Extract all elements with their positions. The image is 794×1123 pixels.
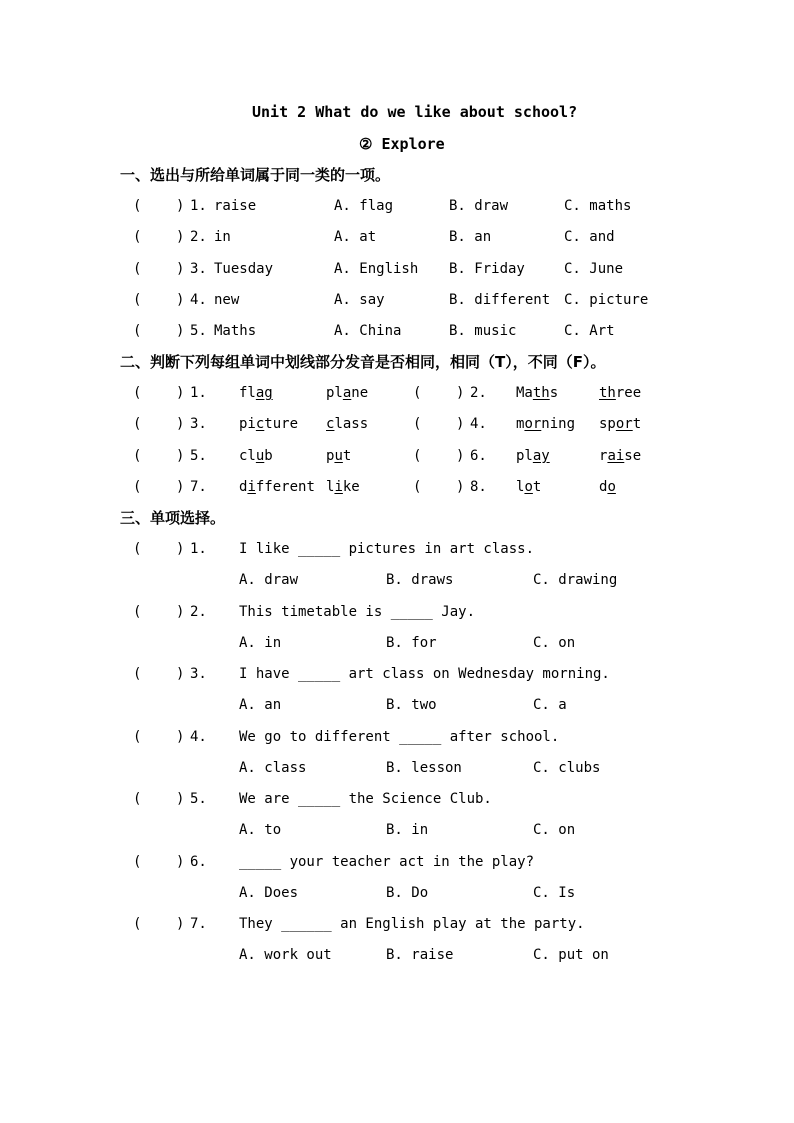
answer-bracket-open[interactable]: ( [133, 416, 142, 433]
answer-bracket-open[interactable]: ( [133, 603, 142, 620]
answer-bracket-close: ) [176, 260, 185, 277]
answer-bracket-open[interactable]: ( [133, 853, 142, 870]
question-text: They ______ an English play at the party. [239, 916, 585, 932]
word-1: play [516, 447, 550, 464]
answer-bracket-close: ) [176, 541, 185, 557]
question-text: I have _____ art class on Wednesday morning. [239, 666, 610, 682]
answer-bracket-open[interactable]: ( [133, 478, 142, 495]
option-a[interactable]: A. in [239, 634, 282, 651]
option-b[interactable]: B. music [449, 323, 517, 340]
underlined-part: i [247, 478, 256, 495]
option-c[interactable]: C. clubs [533, 759, 601, 776]
option-a[interactable]: A. class [239, 759, 307, 776]
underlined-part: or [615, 416, 633, 433]
option-c[interactable]: C. Art [564, 323, 615, 340]
answer-bracket-close: ) [176, 291, 185, 308]
given-word: Tuesday [214, 260, 274, 277]
answer-bracket-close: ) [456, 385, 465, 401]
question-number: 5. [190, 791, 207, 807]
option-b[interactable]: B. lesson [386, 759, 462, 776]
underlined-part: u [255, 447, 265, 464]
word-2: plane [326, 385, 369, 401]
answer-bracket-close: ) [176, 478, 185, 495]
word-1: morning [516, 416, 576, 433]
option-a[interactable]: A. English [334, 260, 419, 277]
question-number: 6. [470, 447, 487, 464]
underlined-part: u [334, 447, 343, 464]
answer-bracket-open[interactable]: ( [133, 447, 142, 464]
option-c[interactable]: C. on [533, 822, 576, 839]
answer-bracket-open[interactable]: ( [413, 478, 422, 495]
underlined-part: o [607, 478, 616, 495]
option-b[interactable]: B. draw [449, 198, 509, 214]
underlined-part: or [524, 416, 542, 433]
option-c[interactable]: C. Is [533, 884, 576, 901]
given-word: raise [214, 198, 257, 214]
answer-bracket-close: ) [176, 603, 185, 620]
option-a[interactable]: A. at [334, 229, 377, 246]
answer-bracket-open[interactable]: ( [413, 416, 422, 433]
answer-bracket-close: ) [176, 323, 185, 340]
underlined-part: ay [532, 447, 550, 464]
option-c[interactable]: C. drawing [533, 572, 618, 589]
question-text: _____ your teacher act in the play? [239, 853, 535, 870]
option-c[interactable]: C. on [533, 634, 576, 651]
answer-bracket-open[interactable]: ( [133, 198, 142, 214]
answer-bracket-open[interactable]: ( [413, 447, 422, 464]
question-number: 3. [190, 666, 207, 682]
word-2: sport [599, 416, 642, 433]
option-c[interactable]: C. and [564, 229, 615, 246]
option-a[interactable]: A. Does [239, 884, 299, 901]
answer-bracket-close: ) [176, 791, 185, 807]
word-2: three [599, 385, 642, 401]
answer-bracket-close: ) [176, 728, 185, 745]
option-a[interactable]: A. say [334, 291, 385, 308]
answer-bracket-open[interactable]: ( [133, 791, 142, 807]
answer-bracket-open[interactable]: ( [133, 541, 142, 557]
question-number: 5. [190, 323, 207, 340]
underlined-part: o [524, 478, 533, 495]
option-b[interactable]: B. an [449, 229, 492, 246]
word-1: club [239, 447, 273, 464]
underlined-part: ag [255, 385, 273, 401]
option-b[interactable]: B. draws [386, 572, 454, 589]
option-b[interactable]: B. in [386, 822, 429, 839]
question-number: 4. [470, 416, 487, 433]
underlined-part: th [599, 385, 616, 401]
question-number: 5. [190, 447, 207, 464]
page-subtitle: ② Explore [359, 135, 445, 153]
option-b[interactable]: B. for [386, 634, 437, 651]
word-2: do [599, 478, 616, 495]
option-a[interactable]: A. to [239, 822, 282, 839]
answer-bracket-open[interactable]: ( [133, 260, 142, 277]
word-1: flag [239, 385, 273, 401]
answer-bracket-open[interactable]: ( [133, 229, 142, 246]
word-1: picture [239, 416, 299, 433]
question-number: 2. [470, 385, 487, 401]
question-text: I like _____ pictures in art class. [239, 541, 535, 557]
option-b[interactable]: B. two [386, 697, 437, 714]
answer-bracket-close: ) [176, 666, 185, 682]
question-number: 7. [190, 916, 207, 932]
word-2: put [326, 447, 352, 464]
option-c[interactable]: C. put on [533, 947, 609, 964]
given-word: Maths [214, 323, 257, 340]
option-a[interactable]: A. work out [239, 947, 332, 964]
underlined-part: ai [607, 447, 625, 464]
underlined-part: i [334, 478, 343, 495]
answer-bracket-close: ) [176, 416, 185, 433]
answer-bracket-open[interactable]: ( [133, 728, 142, 745]
question-number: 6. [190, 853, 207, 870]
answer-bracket-close: ) [456, 478, 465, 495]
option-a[interactable]: A. an [239, 697, 282, 714]
section-one-heading: 一、选出与所给单词属于同一类的一项。 [120, 166, 391, 184]
question-number: 1. [190, 385, 207, 401]
word-2: class [326, 416, 369, 433]
underlined-part: c [255, 416, 265, 433]
option-a[interactable]: A. flag [334, 198, 394, 214]
option-b[interactable]: B. Friday [449, 260, 525, 277]
section-two-heading: 二、判断下列每组单词中划线部分发音是否相同，相同（T），不同（F）。 [120, 353, 606, 371]
option-b[interactable]: B. Do [386, 884, 429, 901]
option-a[interactable]: A. draw [239, 572, 299, 589]
page-title: Unit 2 What do we like about school? [252, 103, 578, 121]
answer-bracket-open[interactable]: ( [133, 916, 142, 932]
given-word: new [214, 291, 240, 308]
question-number: 1. [190, 198, 207, 214]
question-text: This timetable is _____ Jay. [239, 603, 476, 620]
option-c[interactable]: C. picture [564, 291, 649, 308]
question-number: 7. [190, 478, 207, 495]
answer-bracket-close: ) [176, 198, 185, 214]
option-b[interactable]: B. different [449, 291, 551, 308]
word-1: different [239, 478, 315, 495]
option-c[interactable]: C. June [564, 260, 624, 277]
word-1: lot [516, 478, 542, 495]
option-c[interactable]: C. maths [564, 198, 632, 214]
underlined-part: th [532, 385, 550, 401]
question-number: 2. [190, 229, 207, 246]
question-number: 3. [190, 416, 207, 433]
answer-bracket-close: ) [176, 447, 185, 464]
question-number: 4. [190, 291, 207, 308]
question-number: 8. [470, 478, 487, 495]
answer-bracket-close: ) [176, 853, 185, 870]
answer-bracket-close: ) [176, 385, 185, 401]
answer-bracket-open[interactable]: ( [133, 385, 142, 401]
question-number: 3. [190, 260, 207, 277]
option-c[interactable]: C. a [533, 697, 567, 714]
question-text: We are _____ the Science Club. [239, 791, 492, 807]
answer-bracket-close: ) [176, 229, 185, 246]
answer-bracket-open[interactable]: ( [133, 323, 142, 340]
given-word: in [214, 229, 231, 246]
section-three-heading: 三、单项选择。 [120, 509, 226, 527]
option-a[interactable]: A. China [334, 323, 402, 340]
answer-bracket-close: ) [456, 447, 465, 464]
answer-bracket-close: ) [456, 416, 465, 433]
word-1: Maths [516, 385, 559, 401]
question-number: 1. [190, 541, 207, 557]
answer-bracket-open[interactable]: ( [413, 385, 422, 401]
question-text: We go to different _____ after school. [239, 728, 560, 745]
question-number: 4. [190, 728, 207, 745]
answer-bracket-open[interactable]: ( [133, 666, 142, 682]
answer-bracket-open[interactable]: ( [133, 291, 142, 308]
underlined-part: c [326, 416, 335, 433]
underlined-part: a [342, 385, 352, 401]
word-2: like [326, 478, 360, 495]
word-2: raise [599, 447, 642, 464]
answer-bracket-close: ) [176, 916, 185, 932]
option-b[interactable]: B. raise [386, 947, 454, 964]
question-number: 2. [190, 603, 207, 620]
